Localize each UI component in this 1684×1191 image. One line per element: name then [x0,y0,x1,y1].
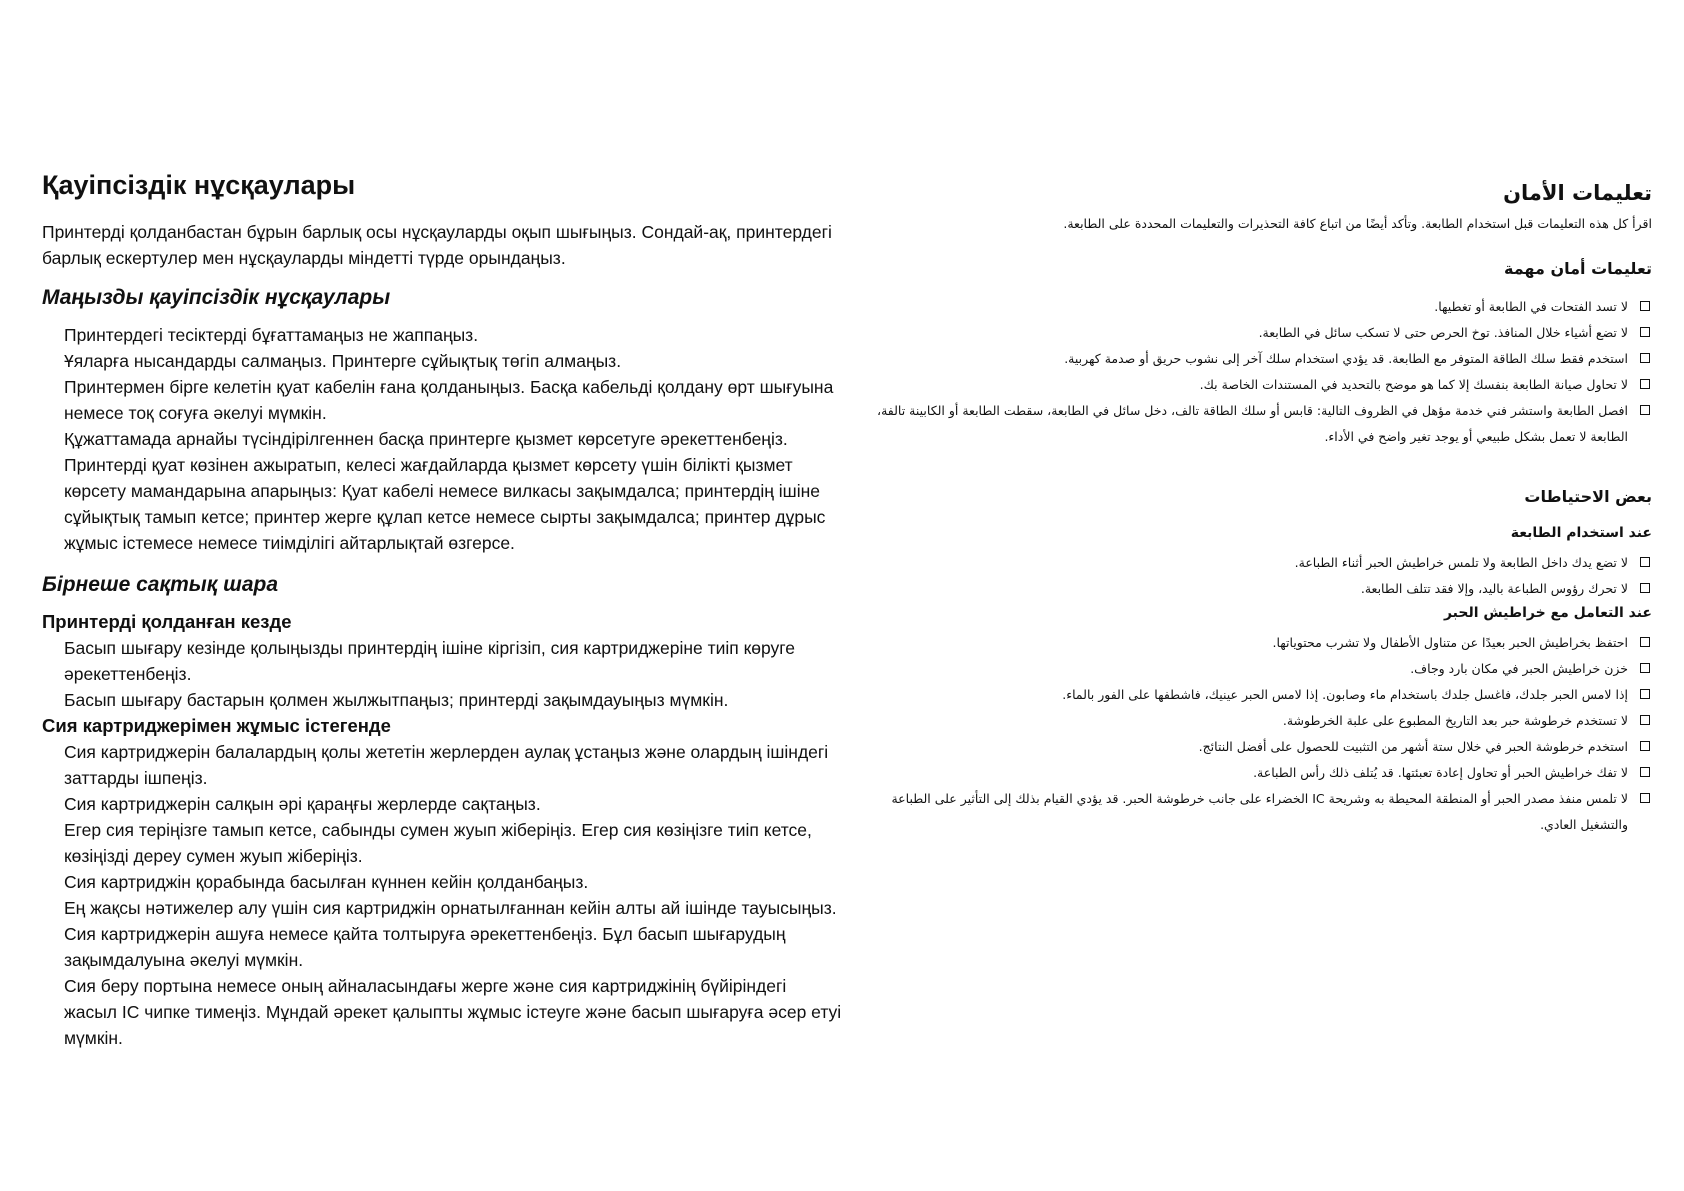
checkbox-bullet-icon [1640,767,1650,777]
kazakh-important-heading: Маңызды қауіпсіздік нұсқаулары [42,286,391,309]
list-item-text: احتفظ بخراطيش الحبر بعيدًا عن متناول الأطفال ولا تشرب محتوياتها. [1272,635,1628,650]
list-item: Сия картриджерін ашуға немесе қайта толтыруға әрекеттенбеңіз. Бұл басып шығарудың зақымдалуына әкелуі мүмкін. [64,924,786,970]
arabic-intro: اقرأ كل هذه التعليمات قبل استخدام الطابعة. وتأكد أيضًا من اتباع كافة التحذيرات والتعليمات المحددة على الطابعة. [1063,216,1652,231]
kazakh-section [42,168,842,1051]
list-item: Ұяларға нысандарды салмаңыз. Принтерге сұйықтық төгіп алмаңыз. [64,351,622,371]
list-item-text: لا تحرك رؤوس الطباعة باليد، وإلا فقد تتلف الطابعة. [1360,581,1628,596]
list-item-text: لا تضع أشياء خلال المنافذ. توخ الحرص حتى لا تسكب سائل في الطابعة. [1258,325,1628,340]
list-item [852,682,1652,708]
kazakh-intro: Принтерді қолданбастан бұрын барлық осы нұсқауларды оқып шығыңыз. Сондай-ақ, принтердегі барлық ескертулер мен нұсқауларды міндетті түрде орындаңыз. [42,222,832,268]
kazakh-ink-list [42,739,842,1051]
kazakh-using-printer-list [42,635,842,713]
arabic-section [852,178,1652,838]
checkbox-bullet-icon [1640,301,1650,311]
arabic-using-printer-list [852,550,1652,602]
list-item-text: لا تلمس منفذ مصدر الحبر أو المنطقة المحيطة به وشريحة IC الخضراء على جانب خرطوشة الحبر. قد يؤدي القيام بذلك إلى التأثير على الطباعة والتشغيل العادي. [891,791,1628,832]
list-item [852,346,1652,372]
checkbox-bullet-icon [1640,689,1650,699]
checkbox-bullet-icon [1640,637,1650,647]
list-item-text: لا تحاول صيانة الطابعة بنفسك إلا كما هو موضح بالتحديد في المستندات الخاصة بك. [1199,377,1628,392]
list-item [852,786,1652,838]
list-item-text: لا تسد الفتحات في الطابعة أو تغطيها. [1434,299,1628,314]
checkbox-bullet-icon [1640,327,1650,337]
checkbox-bullet-icon [1640,583,1650,593]
list-item: Сия картриджін қорабында басылған күннен кейін қолданбаңыз. [64,872,589,892]
list-item: Басып шығару кезінде қолыңызды принтердің ішіне кіргізіп, сия картриджеріне тиіп көруге әрекеттенбеңіз. [64,638,796,684]
list-item [852,708,1652,734]
list-item: Сия картриджерін балалардың қолы жететін жерлерден аулақ ұстаңыз және олардың ішіндегі заттарды ішпеңіз. [64,742,829,788]
checkbox-bullet-icon [1640,715,1650,725]
kazakh-precautions-heading: Бірнеше сақтық шара [42,573,279,596]
checkbox-bullet-icon [1640,741,1650,751]
kazakh-important-list [42,322,842,556]
list-item [852,550,1652,576]
arabic-important-list [852,294,1652,450]
list-item: Сия беру портына немесе оның айналасындағы жерге және сия картриджінің бүйіріндегі жасыл IC чипке тимеңіз. Мұндай әрекет қалыпты жұмыс істеуге және басып шығаруға әсер етуі мүмкін. [64,976,842,1048]
list-item [852,398,1652,450]
checkbox-bullet-icon [1640,557,1650,567]
list-item: Басып шығару бастарын қолмен жылжытпаңыз; принтерді зақымдауыңыз мүмкін. [64,690,729,710]
list-item [852,576,1652,602]
list-item-text: استخدم خرطوشة الحبر في خلال ستة أشهر من التثبيت للحصول على أفضل النتائج. [1198,739,1628,754]
list-item [852,372,1652,398]
list-item: Егер сия теріңізге тамып кетсе, сабынды сумен жуып жіберіңіз. Егер сия көзіңізге тиіп кетсе, көзіңізді дереу сумен жуып жіберіңіз. [64,820,812,866]
arabic-ink-heading: عند التعامل مع خراطيش الحبر [1443,605,1652,621]
checkbox-bullet-icon [1640,353,1650,363]
list-item [852,320,1652,346]
arabic-using-printer-heading: عند استخدام الطابعة [1510,525,1652,541]
list-item [852,734,1652,760]
list-item-text: استخدم فقط سلك الطاقة المتوفر مع الطابعة. قد يؤدي استخدام سلك آخر إلى نشوب حريق أو صدمة كهربية. [1064,351,1628,366]
kazakh-ink-heading: Сия картриджерімен жұмыс істегенде [42,715,391,736]
list-item: Сия картриджерін салқын әрі қараңғы жерлерде сақтаңыз. [64,794,541,814]
arabic-precautions-heading: بعض الاحتياطات [1524,487,1652,506]
arabic-title: تعليمات الأمان [1503,181,1652,205]
list-item-text: لا تفك خراطيش الحبر أو تحاول إعادة تعبئتها. قد يُتلف ذلك رأس الطباعة. [1253,765,1628,780]
checkbox-bullet-icon [1640,379,1650,389]
list-item [852,760,1652,786]
kazakh-title: Қауіпсіздік нұсқаулары [42,170,356,200]
list-item: Құжаттамада арнайы түсіндірілгеннен басқа принтерге қызмет көрсетуге әрекеттенбеңіз. [64,429,788,449]
list-item-text: لا تستخدم خرطوشة حبر بعد التاريخ المطبوع على علبة الخرطوشة. [1282,713,1628,728]
list-item-text: إذا لامس الحبر جلدك، فاغسل جلدك باستخدام ماء وصابون. إذا لامس الحبر عينيك، فاشطفها على الفور بالماء. [1062,687,1628,702]
list-item: Принтердегі тесіктерді бұғаттамаңыз не жаппаңыз. [64,325,479,345]
list-item: Ең жақсы нәтижелер алу үшін сия картриджін орнатылғаннан кейін алты ай ішінде тауысыңыз. [64,898,837,918]
kazakh-using-printer-heading: Принтерді қолданған кезде [42,611,292,632]
list-item-text: لا تضع يدك داخل الطابعة ولا تلمس خراطيش الحبر أثناء الطباعة. [1294,555,1628,570]
arabic-important-heading: تعليمات أمان مهمة [1503,259,1652,278]
list-item: Принтермен бірге келетін қуат кабелін ғана қолданыңыз. Басқа кабельді қолдану өрт шығуына немесе тоқ соғуға әкелуі мүмкін. [64,377,834,423]
list-item-text: افصل الطابعة واستشر فني خدمة مؤهل في الظروف التالية: قابس أو سلك الطاقة تالف، دخل سائل في الطابعة، سقطت الطابعة أو الكابينة تالفة، الطابعة لا تعمل بشكل طبيعي أو يوجد تغير واضح في الأداء. [877,403,1628,444]
list-item [852,294,1652,320]
list-item-text: خزن خراطيش الحبر في مكان بارد وجاف. [1410,661,1628,676]
list-item: Принтерді қуат көзінен ажыратып, келесі жағдайларда қызмет көрсету үшін білікті қызмет көрсету мамандарына апарыңыз: Қуат кабелі немесе вилкасы зақымдалса; принтердің ішіне сұйықтық тамып кетсе; принтер жерге құлап кетсе немесе сырты зақымдалса; принтер дұрыс жұмыс істемесе немесе тиімділігі айтарлықтай өзгерсе. [64,455,826,553]
checkbox-bullet-icon [1640,793,1650,803]
arabic-ink-list [852,630,1652,838]
list-item [852,630,1652,656]
checkbox-bullet-icon [1640,663,1650,673]
list-item [852,656,1652,682]
checkbox-bullet-icon [1640,405,1650,415]
